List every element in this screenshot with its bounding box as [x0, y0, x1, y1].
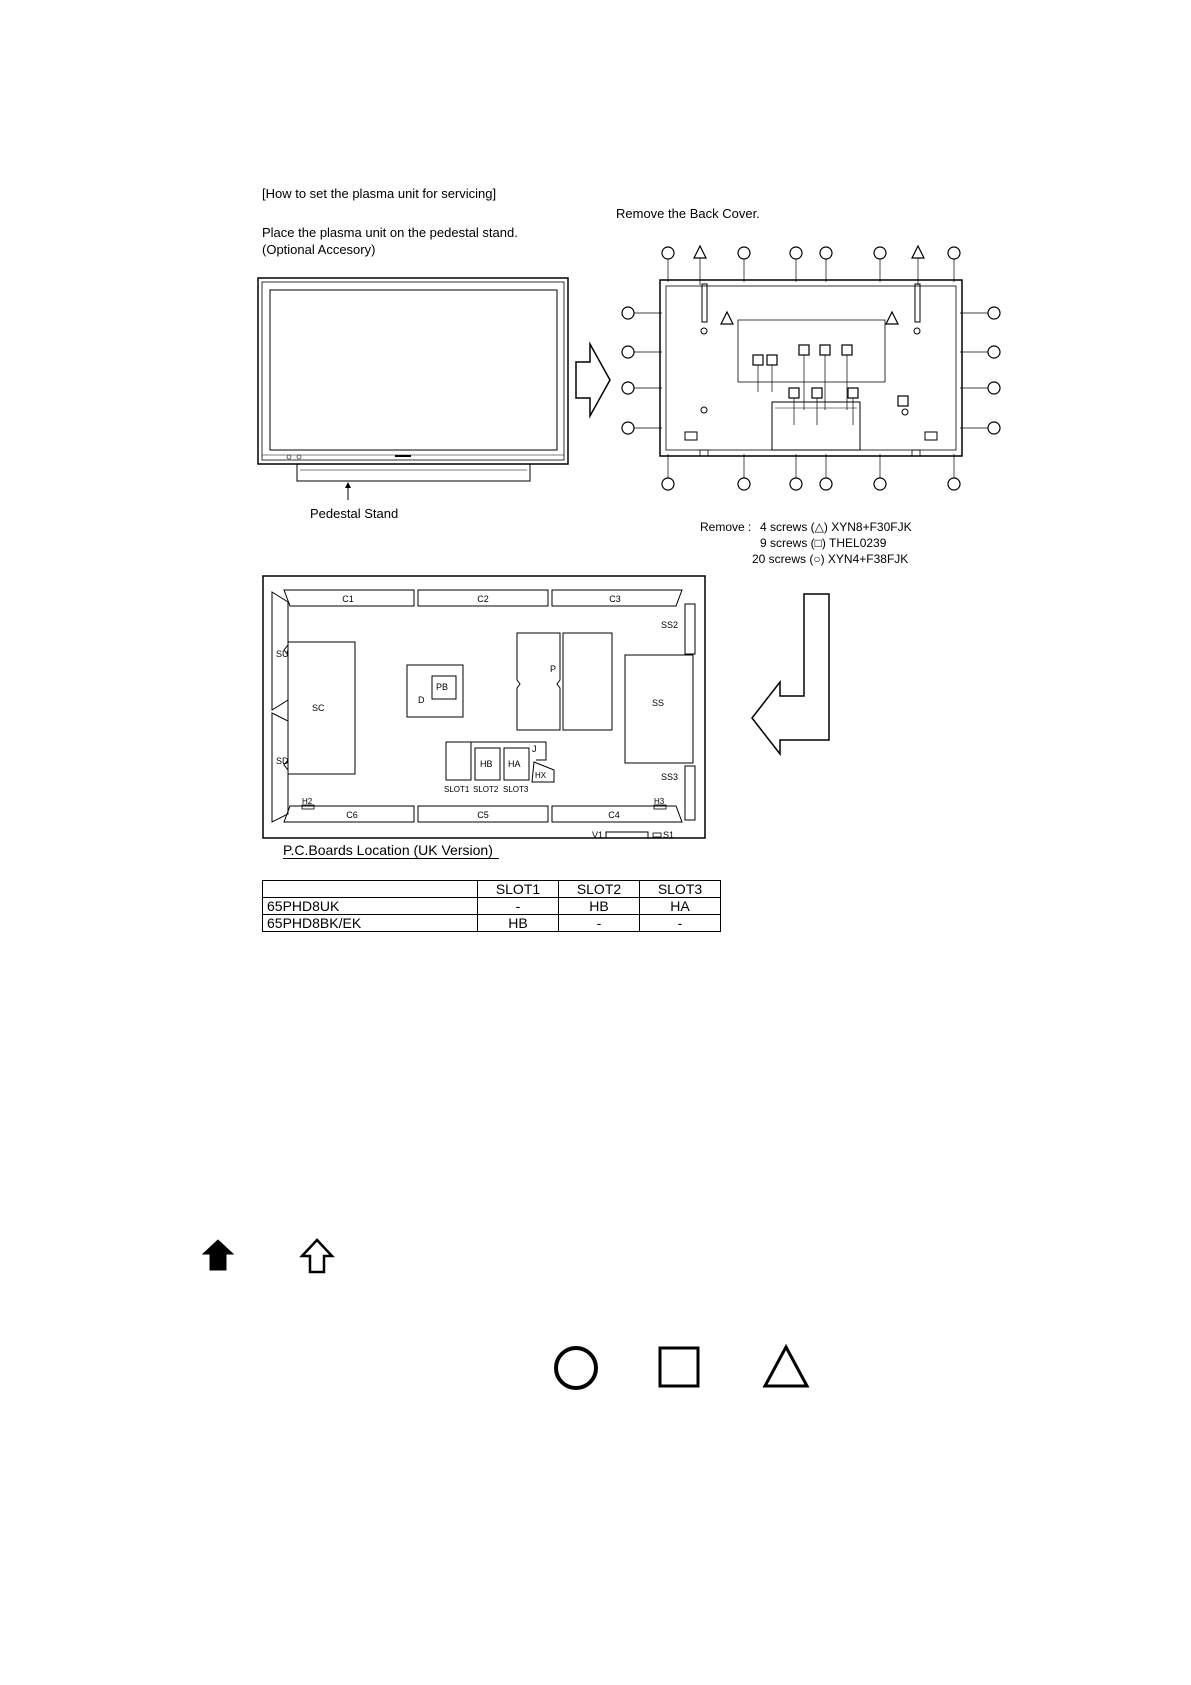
board-ss2-label: SS2: [661, 620, 679, 630]
plasma-front-view: [258, 278, 568, 481]
circle-screw-icon: [556, 1348, 596, 1388]
table-cell: -: [640, 915, 721, 932]
slot3-label: SLOT3: [503, 785, 529, 794]
table-header-cell: SLOT3: [640, 881, 721, 898]
screw-line-square: 9 screws (□) THEL0239: [760, 536, 887, 550]
slot1-label: SLOT1: [444, 785, 470, 794]
table-cell: HA: [640, 898, 721, 915]
service-title: [How to set the plasma unit for servicing]: [262, 186, 497, 201]
pedestal-pointer: [345, 482, 351, 500]
triangle-screw-icon: [765, 1347, 807, 1386]
square-screw-icon: [660, 1348, 698, 1386]
board-su-label: SU: [276, 649, 289, 659]
remove-prefix: Remove :: [700, 520, 752, 534]
board-hx-label: HX: [535, 771, 547, 780]
remove-back-cover-title: Remove the Back Cover.: [616, 206, 760, 221]
pcb-board-labels: [276, 594, 678, 840]
slot-assignment-table: [262, 880, 721, 932]
board-sd-label: SD: [276, 756, 289, 766]
board-sc-label: SC: [312, 703, 325, 713]
board-hb-label: HB: [480, 759, 493, 769]
l-outline-arrow-icon: [752, 594, 829, 754]
table-cell: 65PHD8UK: [263, 898, 478, 915]
table-cell: -: [559, 915, 640, 932]
board-c3-label: C3: [609, 594, 621, 604]
table-header-cell: SLOT1: [478, 881, 559, 898]
board-h3-label: H3: [654, 797, 665, 806]
board-p-label: P: [550, 664, 557, 674]
table-header-cell: SLOT2: [559, 881, 640, 898]
board-h2-label: H2: [302, 797, 313, 806]
rear-bottom-leaders: [668, 454, 954, 478]
place-instruction: Place the plasma unit on the pedestal stand.: [262, 225, 518, 240]
table-cell: HB: [478, 915, 559, 932]
pedestal-stand-label: Pedestal Stand: [310, 506, 399, 521]
optional-accessory-note: (Optional Accesory): [262, 242, 376, 257]
table-row: [263, 898, 721, 915]
board-ss3-label: SS3: [661, 772, 679, 782]
table-cell: HB: [559, 898, 640, 915]
board-pb-label: PB: [436, 682, 449, 692]
board-j-label: J: [532, 744, 537, 754]
table-cell: 65PHD8BK/EK: [263, 915, 478, 932]
slot2-label: SLOT2: [473, 785, 499, 794]
board-v1-label: V1: [592, 830, 604, 840]
screw-line-circle: 20 screws (○) XYN4+F38FJK: [752, 552, 909, 566]
board-c6-label: C6: [346, 810, 358, 820]
board-c4-label: C4: [608, 810, 620, 820]
board-s1-label: S1: [663, 830, 675, 840]
filled-arrow-icon: [203, 1240, 233, 1270]
pcb-location-diagram: [263, 576, 705, 838]
board-c5-label: C5: [477, 810, 489, 820]
board-c2-label: C2: [477, 594, 489, 604]
table-cell: -: [478, 898, 559, 915]
board-ha-label: HA: [508, 759, 521, 769]
rear-bottom-circle-screws: [662, 478, 960, 490]
rear-top-triangle-screws: [694, 246, 924, 324]
rear-side-circle-screws: [622, 307, 1000, 434]
plasma-rear-view: [660, 280, 962, 456]
table-header-cell: [263, 881, 478, 898]
board-d-label: D: [418, 695, 425, 705]
pcb-location-title: P.C.Boards Location (UK Version): [283, 842, 499, 859]
rear-side-leaders: [634, 313, 988, 428]
right-outline-arrow-icon: [576, 344, 610, 416]
rear-top-leaders: [668, 258, 954, 285]
table-row: [263, 915, 721, 932]
board-ss-label: SS: [652, 698, 665, 708]
screw-line-triangle: 4 screws (△) XYN8+F30FJK: [760, 520, 912, 534]
outline-arrow-icon: [302, 1240, 332, 1272]
board-c1-label: C1: [342, 594, 354, 604]
table-header-row: [263, 881, 721, 898]
